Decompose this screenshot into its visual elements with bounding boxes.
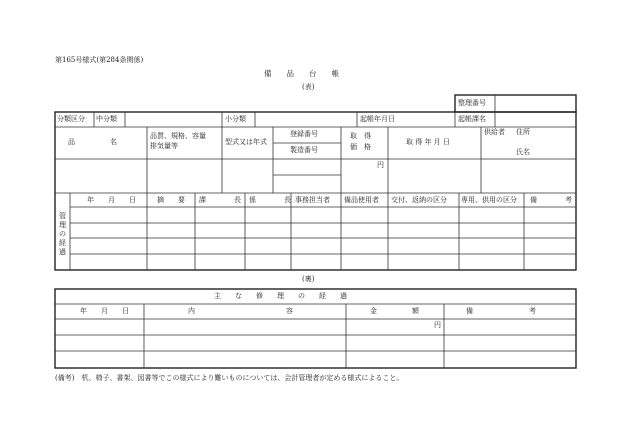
repair-history-title: 主 な 修 理 の 経 過 <box>214 292 347 300</box>
repair-yen-label: 円 <box>434 321 441 329</box>
history-label-5: 過 <box>59 248 66 256</box>
material-label: 品質、規格、容量 <box>150 132 206 140</box>
form-title: 備 品 台 帳 <box>264 69 339 78</box>
history-user-header: 備品使用者 <box>344 196 379 204</box>
history-label-1: 管 <box>59 212 66 220</box>
acquisition-price-label-1: 取 得 <box>350 132 371 140</box>
repair-date-header: 年 月 日 <box>80 307 129 315</box>
history-remarks-header: 備 考 <box>530 196 572 204</box>
category-label: 分類区分 <box>57 115 85 123</box>
ledger-section-label: 起帳課名 <box>458 115 486 123</box>
item-name-label: 品 名 <box>68 138 117 146</box>
history-label-4: 経 <box>59 239 66 247</box>
name-label: 氏名 <box>516 148 530 156</box>
history-exclusive-header: 専用、供用の区分 <box>461 196 517 204</box>
history-label-3: の <box>59 230 66 238</box>
history-date-header: 年 月 日 <box>87 196 136 204</box>
yen-label: 円 <box>377 161 384 169</box>
history-summary-header: 摘 要 <box>157 196 185 204</box>
form-number: 第165号様式(第284条関係) <box>55 56 144 64</box>
front-side-label: (表) <box>302 83 315 91</box>
ledger-date-label: 起帳年月日 <box>360 115 395 123</box>
history-section-chief-header: 課 長 <box>199 196 241 204</box>
acquisition-price-label-2: 価 格 <box>350 143 371 151</box>
history-staff-header: 事務担当者 <box>295 196 330 204</box>
acquisition-date-label: 取 得 年 月 日 <box>406 138 450 146</box>
history-label-2: 理 <box>59 221 66 229</box>
manufacturing-number-label: 製造番号 <box>290 146 318 154</box>
address-label: 住所 <box>516 128 530 136</box>
history-chief-header: 係 長 <box>249 196 291 204</box>
registration-number-label: 登録番号 <box>290 130 318 138</box>
sub-category-label: 小分類 <box>225 115 246 123</box>
remarks-note: (備考) 机、椅子、書架、図書等でこの様式により難いものについては、会計管理者が定める様式によること。 <box>55 374 404 382</box>
supplier-label: 供給者 <box>484 128 505 136</box>
exhaust-label: 排気量等 <box>150 142 178 150</box>
repair-content-header: 内 容 <box>188 307 293 315</box>
history-delivery-header: 交付、返納の区分 <box>391 196 447 204</box>
back-table-border <box>55 289 576 368</box>
mid-category-label: 中分類 <box>96 115 117 123</box>
management-number-label: 整理番号 <box>458 99 486 107</box>
back-side-label: (裏) <box>302 275 315 283</box>
repair-amount-header: 金 額 <box>370 307 419 315</box>
model-label: 型式又は年式 <box>225 138 267 146</box>
repair-remarks-header: 備 考 <box>466 307 536 315</box>
